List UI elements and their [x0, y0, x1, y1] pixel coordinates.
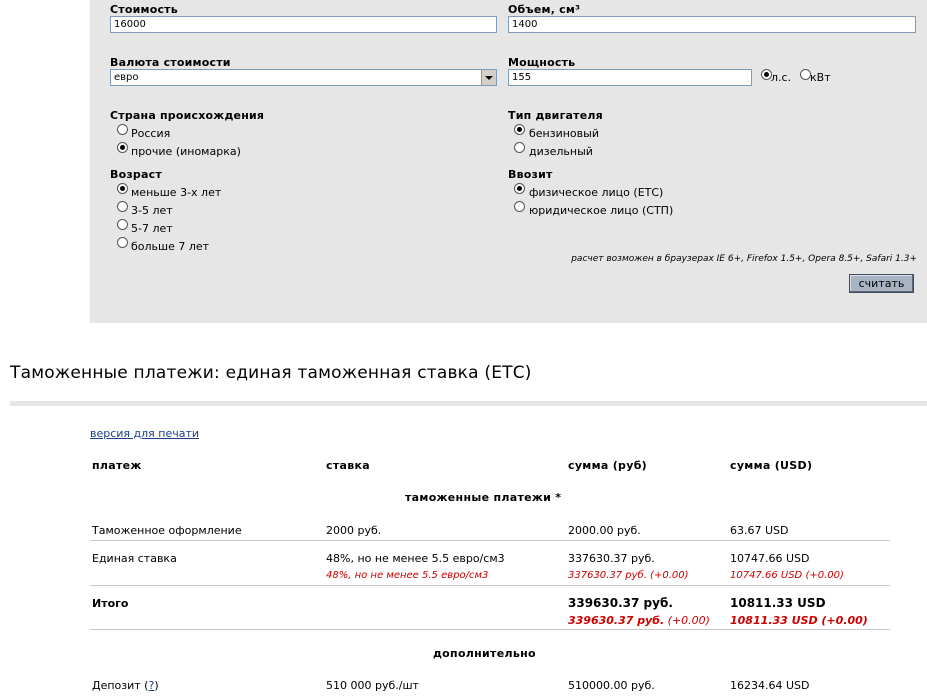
country-russia-radio[interactable]	[117, 124, 128, 135]
results-heading: Таможенные платежи: единая таможенная ставка (ЕТС)	[10, 363, 532, 383]
row-name: Таможенное оформление	[92, 524, 242, 537]
age-option-radio[interactable]	[117, 237, 128, 248]
power-unit-hp-label: л.с.	[771, 71, 792, 84]
row-sum-rub: 2000.00 руб.	[568, 524, 641, 537]
row-rate: 48%, но не менее 5.5 евро/см3	[326, 552, 505, 565]
engine-label: Тип двигателя	[508, 109, 603, 122]
row-sum-usd: 10747.66 USD	[730, 552, 810, 565]
age-option-label: меньше 3-х лет	[131, 186, 222, 199]
cost-input[interactable]	[110, 16, 497, 33]
deposit-label	[92, 679, 159, 692]
power-unit-kw-label: кВт	[810, 71, 831, 84]
engine-diesel-label: дизельный	[529, 145, 593, 158]
engine-diesel-radio[interactable]	[514, 142, 525, 153]
row-sum-rub: 337630.37 руб.	[568, 552, 655, 565]
total-sum-rub-alt-delta: (+0.00)	[664, 614, 710, 627]
total-sum-rub-alt	[568, 614, 710, 627]
volume-input[interactable]	[508, 16, 916, 33]
section-extra-title: дополнительно	[433, 647, 536, 660]
age-option-label: больше 7 лет	[131, 240, 210, 253]
row-rate-alt: 48%, но не менее 5.5 евро/см3	[326, 570, 489, 581]
row-divider	[90, 540, 890, 541]
importer-legal-radio[interactable]	[514, 201, 525, 212]
country-foreign-label: прочие (иномарка)	[131, 145, 241, 158]
age-label: Возраст	[110, 168, 162, 181]
power-label: Мощность	[508, 56, 576, 69]
row-sum-usd-alt: 10747.66 USD (+0.00)	[730, 570, 844, 581]
currency-selected-value: евро	[114, 72, 139, 83]
engine-petrol-label: бензиновый	[529, 127, 599, 140]
power-input[interactable]	[508, 69, 752, 86]
currency-select[interactable]	[110, 69, 497, 86]
calculate-button[interactable]: считать	[849, 274, 914, 293]
section-customs-title: таможенные платежи *	[405, 491, 562, 504]
importer-individual-radio[interactable]	[514, 183, 525, 194]
importer-label: Ввозит	[508, 168, 553, 181]
column-header-sum-usd: сумма (USD)	[730, 459, 813, 472]
row-divider	[90, 629, 890, 630]
deposit-name: Депозит (	[92, 679, 149, 692]
total-label: Итого	[92, 597, 129, 610]
volume-label: Объем, см³	[508, 3, 581, 16]
column-header-payment: платеж	[92, 459, 142, 472]
deposit-name-end: )	[154, 679, 159, 692]
age-option-radio[interactable]	[117, 219, 128, 230]
total-sum-rub-alt-value: 339630.37 руб.	[568, 614, 665, 627]
column-header-rate: ставка	[326, 459, 370, 472]
deposit-rate: 510 000 руб./шт	[326, 679, 419, 692]
divider	[10, 401, 927, 406]
help-link[interactable]: ?	[148, 679, 155, 692]
country-label: Страна происхождения	[110, 109, 265, 122]
print-version-link[interactable]: версия для печати	[90, 427, 200, 440]
row-sum-usd: 63.67 USD	[730, 524, 789, 537]
importer-legal-label: юридическое лицо (СТП)	[529, 204, 674, 217]
total-sum-usd-alt: 10811.33 USD (+0.00)	[730, 614, 868, 627]
age-option-radio[interactable]	[117, 201, 128, 212]
engine-petrol-radio[interactable]	[514, 124, 525, 135]
cost-label: Стоимость	[110, 3, 178, 16]
importer-individual-label: физическое лицо (ЕТС)	[529, 186, 664, 199]
total-sum-usd: 10811.33 USD	[730, 596, 826, 610]
calculator-form-panel	[90, 0, 927, 323]
browser-support-note: расчет возможен в браузерах IE 6+, Firefox 1.5+, Opera 8.5+, Safari 1.3+	[571, 254, 917, 264]
currency-label: Валюта стоимости	[110, 56, 231, 69]
country-foreign-radio[interactable]	[117, 142, 128, 153]
age-option-radio[interactable]	[117, 183, 128, 194]
row-rate: 2000 руб.	[326, 524, 382, 537]
deposit-sum-rub: 510000.00 руб.	[568, 679, 655, 692]
row-name: Единая ставка	[92, 552, 177, 565]
deposit-sum-usd: 16234.64 USD	[730, 679, 810, 692]
chevron-down-icon[interactable]	[481, 70, 496, 85]
row-sum-rub-alt: 337630.37 руб. (+0.00)	[568, 570, 689, 581]
row-divider	[90, 585, 890, 586]
column-header-sum-rub: сумма (руб)	[568, 459, 648, 472]
age-option-label: 5-7 лет	[131, 222, 173, 235]
country-russia-label: Россия	[131, 127, 171, 140]
total-sum-rub: 339630.37 руб.	[568, 596, 673, 610]
age-option-label: 3-5 лет	[131, 204, 173, 217]
